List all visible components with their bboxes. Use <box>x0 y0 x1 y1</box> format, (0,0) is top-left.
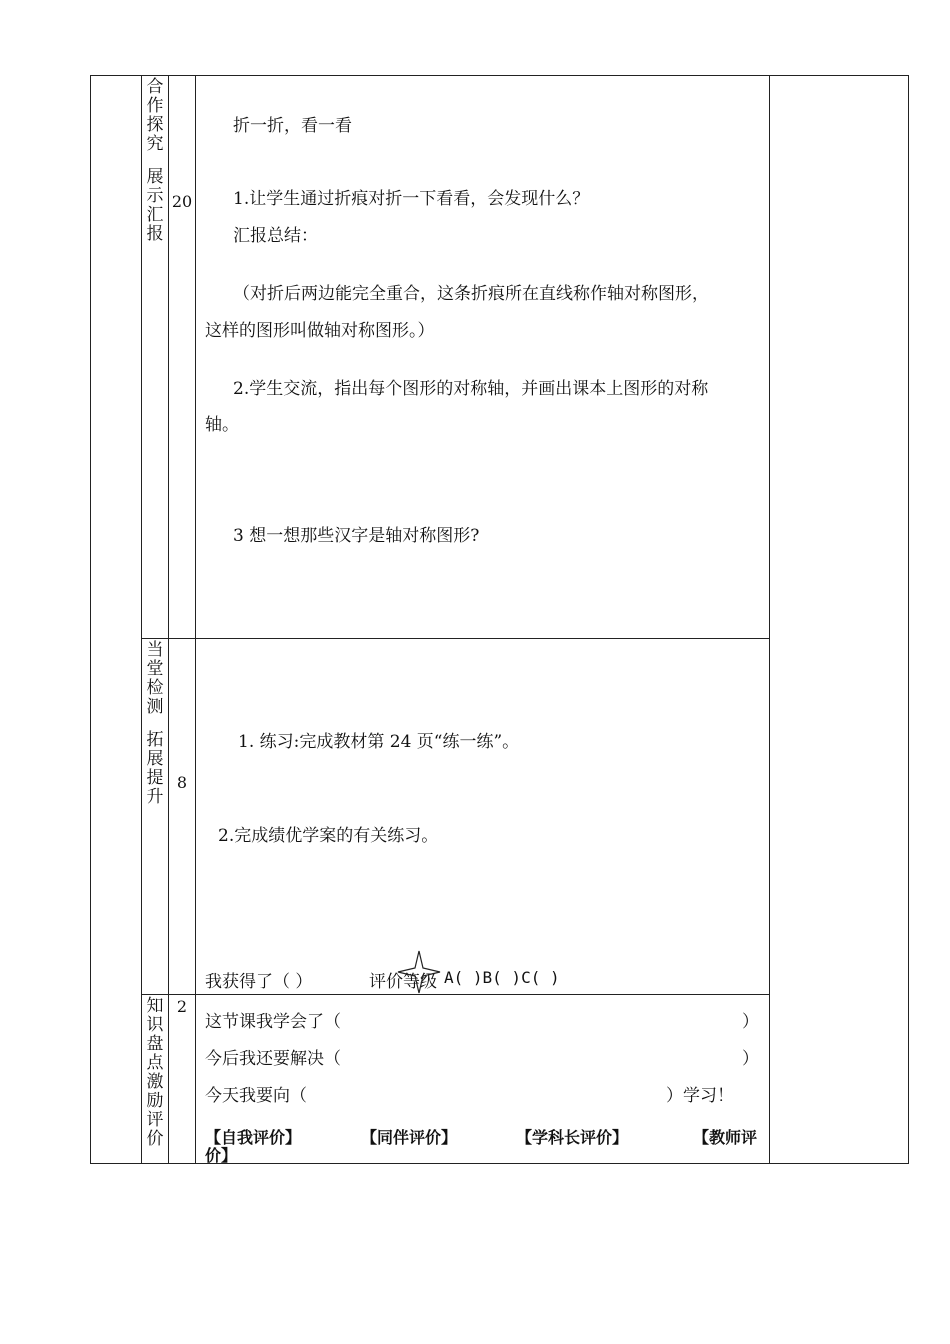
stage-cell <box>142 639 169 995</box>
minutes-value: 20 <box>171 192 193 211</box>
stage-cell <box>142 995 169 1164</box>
table-row <box>91 76 909 639</box>
content-line: 1.让学生通过折痕对折一下看看，会发现什么？ <box>233 189 590 209</box>
minutes-cell <box>169 76 196 639</box>
star-icon <box>396 949 442 995</box>
minutes-cell <box>169 639 196 995</box>
content-cell <box>196 76 770 639</box>
stage-cell <box>142 76 169 639</box>
eval-teacher: 【教师评 <box>693 1128 758 1147</box>
stage-label: 合作探究 <box>146 77 164 154</box>
rating-label: 评价等级 <box>369 972 437 992</box>
content-line-end: ） <box>742 1012 759 1032</box>
minutes-cell <box>169 995 196 1164</box>
minutes-value: 2 <box>176 997 188 1016</box>
content-line: 轴。 <box>205 415 239 435</box>
right-margin-cell <box>770 76 909 1164</box>
rating-got: 我获得了（ ） <box>205 972 313 992</box>
rating-options: A( )B( )C( ) <box>444 968 560 987</box>
eval-self: 【自我评价】 <box>205 1128 302 1147</box>
content-line: 折一折，看一看 <box>233 116 352 136</box>
eval-subject: 【学科长评价】 <box>516 1128 629 1147</box>
eval-teacher-wrap: 价】 <box>205 1146 238 1165</box>
stage-label: 拓展提升 <box>146 730 164 807</box>
content-line: （对折后两边能完全重合，这条折痕所在直线称作轴对称图形， <box>233 284 709 304</box>
lesson-plan-table <box>90 75 909 1164</box>
content-line: 这样的图形叫做轴对称图形。） <box>205 321 435 341</box>
content-line: 1. 练习:完成教材第 24 页“练一练”。 <box>238 732 520 752</box>
content-line: 2.完成绩优学案的有关练习。 <box>218 826 439 846</box>
eval-peer: 【同伴评价】 <box>361 1128 458 1147</box>
content-line-end: ）学习！ <box>666 1086 734 1106</box>
content-line: 这节课我学会了（ <box>205 1012 341 1032</box>
minutes-value: 8 <box>176 773 188 792</box>
content-line: 今后我还要解决（ <box>205 1049 341 1069</box>
content-line: 今天我要向（ <box>205 1086 307 1106</box>
content-line: 汇报总结： <box>233 226 318 246</box>
content-cell <box>196 639 770 995</box>
content-line-end: ） <box>742 1049 759 1069</box>
content-line: 2.学生交流，指出每个图形的对称轴，并画出课本上图形的对称 <box>233 379 709 399</box>
left-margin-cell <box>91 76 142 1164</box>
stage-label: 当堂检测 <box>146 640 164 717</box>
content-line: 3 想一想那些汉字是轴对称图形? <box>233 526 480 546</box>
stage-label: 展示汇报 <box>146 167 164 244</box>
stage-label: 知识盘点激励评价 <box>146 996 164 1149</box>
content-cell <box>196 995 770 1164</box>
